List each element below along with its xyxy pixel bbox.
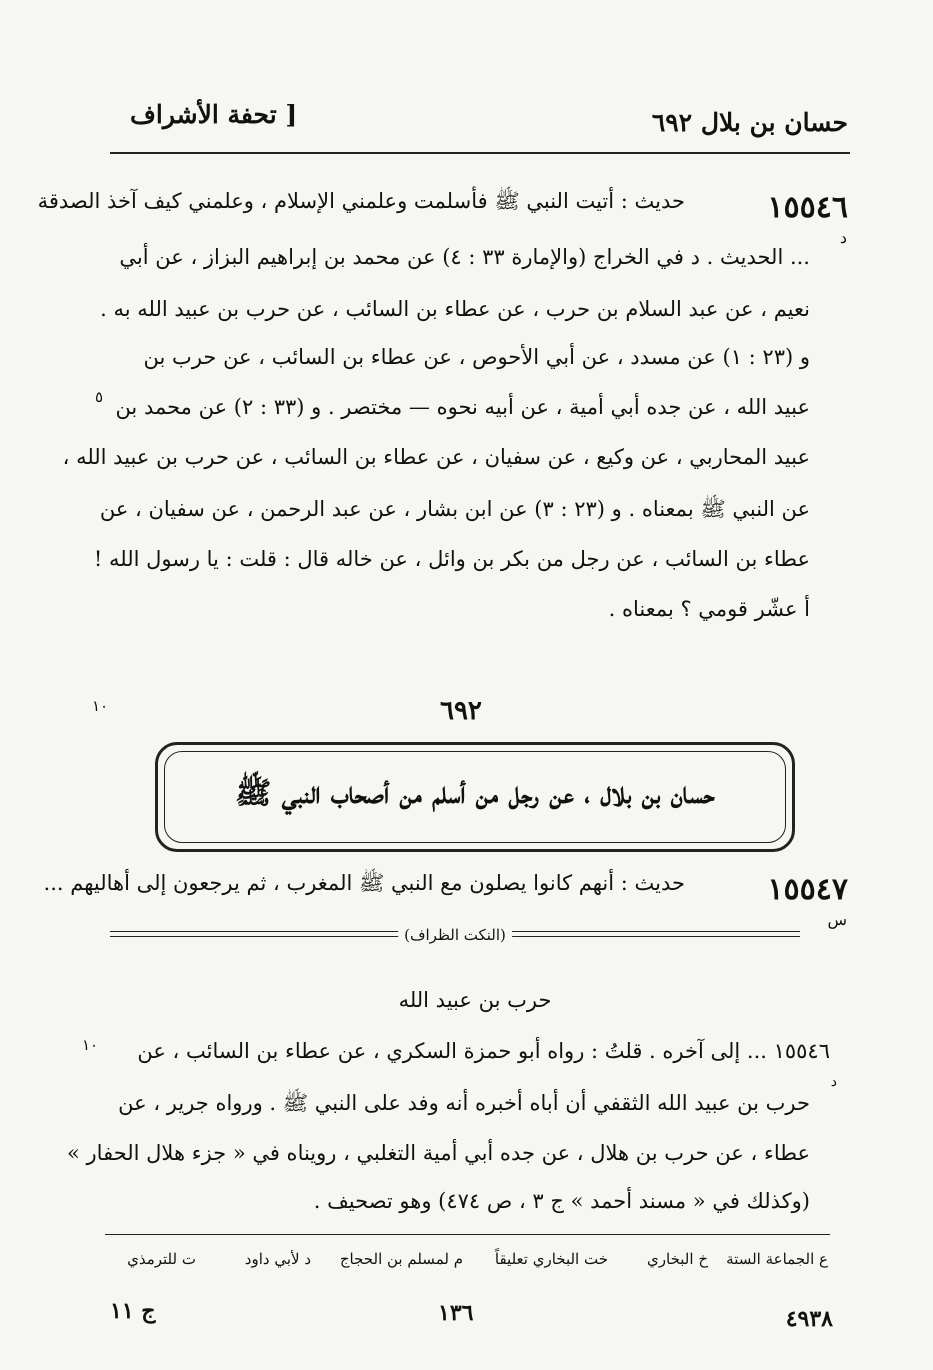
running-header-left: [ تحفة الأشراف: [130, 100, 298, 129]
text-line: عن النبي ﷺ بمعناه . و (٢٣ : ٣) عن ابن بشار ، عن عبد الرحمن ، عن سفيان ، عن: [99, 497, 810, 521]
hadith-number: ١٥٥٤٦: [767, 190, 848, 225]
line-number-mark: ١٠: [82, 1036, 99, 1054]
source-code: د: [830, 1074, 837, 1090]
text-line: ١٥٥٤٦ ... إلى آخره . قلتُ : رواه أبو حمزة السكري ، عن عطاء بن السائب ، عن: [137, 1039, 830, 1063]
footer-number: ٤٩٣٨: [785, 1306, 833, 1332]
divider-label: (النكت الظراف): [398, 926, 512, 944]
text-line: (وكذلك في « مسند أحمد » ج ٣ ، ص ٤٧٤) وهو تصحيف .: [313, 1189, 810, 1213]
abbreviation: م لمسلم بن الحجاج: [339, 1250, 463, 1268]
nukat-divider: [110, 926, 800, 945]
abbreviation: د لأبي داود: [244, 1250, 311, 1268]
header-rule: [110, 152, 850, 154]
section-title: حسان بن بلال ، عن رجل من أسلم من أصحاب النبي ﷺ: [235, 776, 715, 811]
abbreviation: خت البخاري تعليقاً: [494, 1250, 608, 1268]
text-line: أ عشّر قومي ؟ بمعناه .: [608, 597, 810, 621]
text-line: عبيد المحاربي ، عن وكيع ، عن سفيان ، عن عطاء بن السائب ، عن حرب بن عبيد الله ،: [62, 445, 810, 469]
source-code: س: [827, 910, 847, 929]
section-title-frame: [155, 742, 795, 852]
abbreviation: ع الجماعة الستة: [726, 1250, 828, 1268]
footnote-rule: [105, 1234, 830, 1235]
section-number: ٦٩٢: [440, 696, 482, 726]
volume-number: ج ١١: [110, 1298, 156, 1324]
text-line: نعيم ، عن عبد السلام بن حرب ، عن عطاء بن السائب ، عن حرب بن عبيد الله به .: [100, 297, 810, 321]
text-line: عطاء ، عن حرب بن هلال ، عن جده أبي أمية التغلبي ، رويناه في « جزء هلال الحفار »: [67, 1141, 810, 1165]
text-line: حديث : أنهم كانوا يصلون مع النبي ﷺ المغرب ، ثم يرجعون إلى أهاليهم ...: [43, 871, 685, 895]
text-line: ... الحديث . د في الخراج (والإمارة ٣٣ : ٤) عن محمد بن إبراهيم البزاز ، عن أبي: [119, 245, 810, 269]
abbreviation: خ البخاري: [647, 1250, 708, 1268]
text-line: عبيد الله ، عن جده أبي أمية ، عن أبيه نحوه — مختصر . و (٣٣ : ٢) عن محمد بن: [115, 395, 810, 419]
line-number-mark: ١٠: [92, 697, 109, 715]
text-line: حرب بن عبيد الله الثقفي أن أباه أخبره أنه وفد على النبي ﷺ . ورواه جرير ، عن: [118, 1091, 810, 1115]
source-code: د: [839, 228, 847, 247]
abbreviation: ت للترمذي: [127, 1250, 196, 1268]
nukat-heading: حرب بن عبيد الله: [398, 988, 552, 1012]
text-line: عطاء بن السائب ، عن رجل من بكر بن وائل ، عن خاله قال : قلت : يا رسول الله !: [93, 547, 810, 571]
text-line: حديث : أتيت النبي ﷺ فأسلمت وعلمني الإسلام ، وعلمني كيف آخذ الصدقة: [37, 189, 685, 213]
line-number-mark: ٥: [95, 388, 104, 406]
page-number: ١٣٦: [438, 1300, 474, 1326]
hadith-number: ١٥٥٤٧: [767, 872, 848, 907]
running-header-right: حسان بن بلال ٦٩٢: [651, 108, 848, 137]
text-line: و (٢٣ : ١) عن مسدد ، عن أبي الأحوص ، عن عطاء بن السائب ، عن حرب بن: [143, 345, 810, 369]
